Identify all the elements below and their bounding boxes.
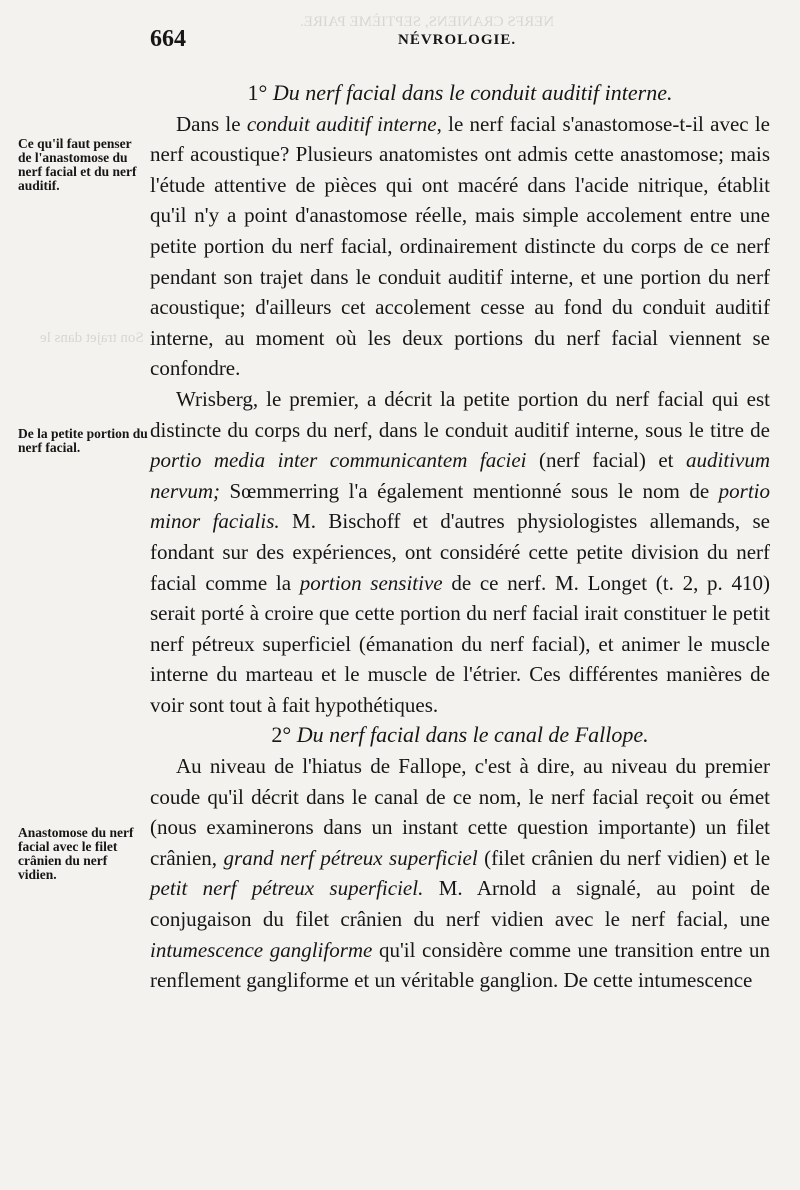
text-run: Au niveau de l'hiatus de Fallope, c'est à dire, au niveau du premier coude qu'il décrit dans le canal de ce nom, le nerf facial reçoit ou émet (nous examinerons dans un instant cette question importante) un filet crânien, (150, 754, 770, 870)
section-title: Du nerf facial dans le conduit auditif interne. (272, 80, 673, 105)
italic-run: portio media inter communicantem faciei (150, 448, 527, 473)
bleed-through-text: NERFS CRANIENS, SEPTIÈME PAIRE. (300, 14, 555, 30)
sidenote-anastomosis-auditory: Ce qu'il faut penser de l'anastomose du nerf facial et du nerf auditif. (18, 136, 137, 193)
bleed-through-text: Son trajet dans le (40, 330, 144, 346)
page-number: 664 (150, 26, 186, 52)
italic-run: conduit auditif interne (246, 111, 437, 136)
text-run: (nerf facial) et (526, 448, 686, 473)
italic-run: portio minor facialis. (150, 478, 770, 534)
italic-run: auditivum nervum; (150, 448, 770, 503)
sidenote-small-portion: De la petite portion du nerf facial. (18, 426, 148, 455)
text-run: Dans le (176, 111, 247, 136)
paragraph (150, 751, 770, 996)
running-header (150, 24, 760, 54)
italic-run: petit nerf pétreux superficiel. (150, 876, 424, 901)
italic-run: intumescence gangliforme (150, 937, 373, 962)
italic-run: portion sensitive (299, 570, 443, 595)
text-run: de ce nerf. M. Longet (t. 2, p. 410) serait porté à croire que cette portion du nerf facial irait constituer le petit nerf pétreux superficiel (émanation du nerf facial), et animer le muscle interne du marteau et le muscle de l'étrier. Ces différentes manières de voir sont tout à fait hypothétiques. (150, 570, 771, 717)
text-run: Sœmmerring l'a également mentionné sous le nom de (219, 478, 719, 503)
section-heading-2 (150, 720, 770, 751)
text-run: (filet crânien du nerf vidien) et le (477, 845, 771, 870)
sidenote-vidian-anastomosis: Anastomose du nerf facial avec le filet crânien du nerf vidien. (18, 825, 134, 882)
text-run: qu'il considère comme une transition entre un renflement gangliforme et un véritable ganglion. De cette intumescence (150, 937, 770, 993)
text-run: M. Bischoff et d'autres physiologistes allemands, se fondant sur des expériences, ont considéré cette petite division du nerf facial comme la (150, 509, 770, 595)
running-title: NÉVROLOGIE. (398, 32, 517, 48)
italic-run: grand nerf pétreux superficiel (223, 845, 478, 870)
section-heading-1 (150, 78, 770, 109)
text-run: , le nerf facial s'anastomose-t-il avec le nerf acoustique? Plusieurs anatomistes ont admis cette anastomose; mais l'étude attentive de pièces qui ont macéré dans l'acide nitrique, établit qu'il n'y a point d'anastomose réelle, mais simple accolement entre une petite portion du nerf facial, ordinairement distincte du corps de ce nerf pendant son trajet dans le conduit auditif interne, et une portion du nerf acoustique; d'ailleurs cet accolement cesse au fond du conduit auditif interne, au moment où les deux portions du nerf facial viennent se confondre. (150, 111, 770, 381)
section-number: 2° (271, 722, 292, 748)
paragraph (150, 384, 770, 721)
paragraph (150, 109, 770, 384)
section-title: Du nerf facial dans le canal de Fallope. (296, 722, 649, 748)
text-run: Wrisberg, le premier, a décrit la petite portion du nerf facial qui est distincte du corps du nerf, dans le conduit auditif interne, sous le titre de (150, 386, 770, 442)
main-text (150, 78, 770, 996)
text-run: M. Arnold a signalé, au point de conjugaison du filet crânien du nerf vidien avec le nerf facial, une (150, 876, 770, 932)
section-number: 1° (247, 80, 268, 105)
